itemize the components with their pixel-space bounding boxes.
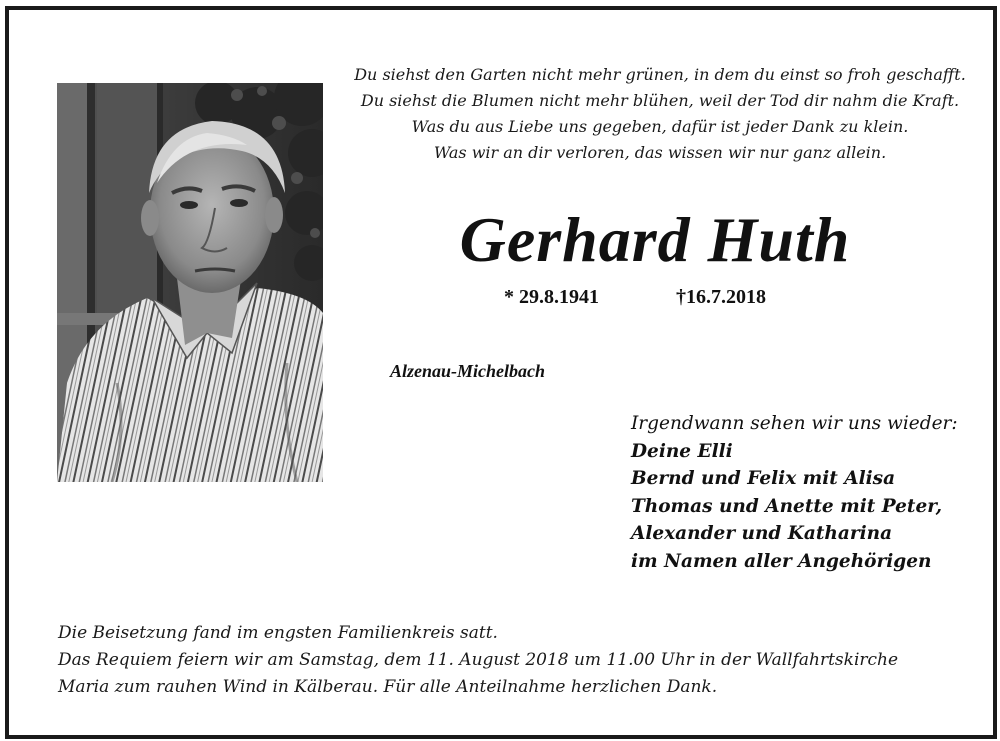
family-intro: Irgendwann sehen wir uns wieder: xyxy=(631,413,958,434)
portrait-photo xyxy=(57,83,323,482)
notice-line: Maria zum rauhen Wind in Kälberau. Für alle Anteilnahme herzlichen Dank. xyxy=(58,677,718,697)
birth-date: * 29.8.1941 xyxy=(504,286,599,308)
family-member: Bernd und Felix mit Alisa xyxy=(631,468,896,489)
hometown: Alzenau-Michelbach xyxy=(390,361,546,381)
notice-line: Das Requiem feiern wir am Samstag, dem 11. August 2018 um 11.00 Uhr in der Wallfahrtskirche xyxy=(58,650,899,670)
poem-line: Was wir an dir verloren, das wissen wir nur ganz allein. xyxy=(433,143,887,162)
deceased-name: Gerhard Huth xyxy=(459,204,851,275)
memorial-poem xyxy=(340,62,980,166)
poem-line: Du siehst die Blumen nicht mehr blühen, weil der Tod dir nahm die Kraft. xyxy=(360,91,960,110)
family-member: Deine Elli xyxy=(631,440,733,462)
notice-line: Die Beisetzung fand im engsten Familienkreis satt. xyxy=(58,623,498,643)
family-member: Alexander und Katharina xyxy=(631,523,893,544)
poem-line: Du siehst den Garten nicht mehr grünen, in dem du einst so froh geschafft. xyxy=(354,65,966,84)
family-signature xyxy=(631,410,976,575)
poem-line: Was du aus Liebe uns gegeben, dafür ist jeder Dank zu klein. xyxy=(411,117,909,136)
death-date: †16.7.2018 xyxy=(676,286,766,308)
family-member: im Namen aller Angehörigen xyxy=(631,550,932,572)
family-member: Thomas und Anette mit Peter, xyxy=(631,495,943,517)
funeral-notice xyxy=(58,620,978,701)
